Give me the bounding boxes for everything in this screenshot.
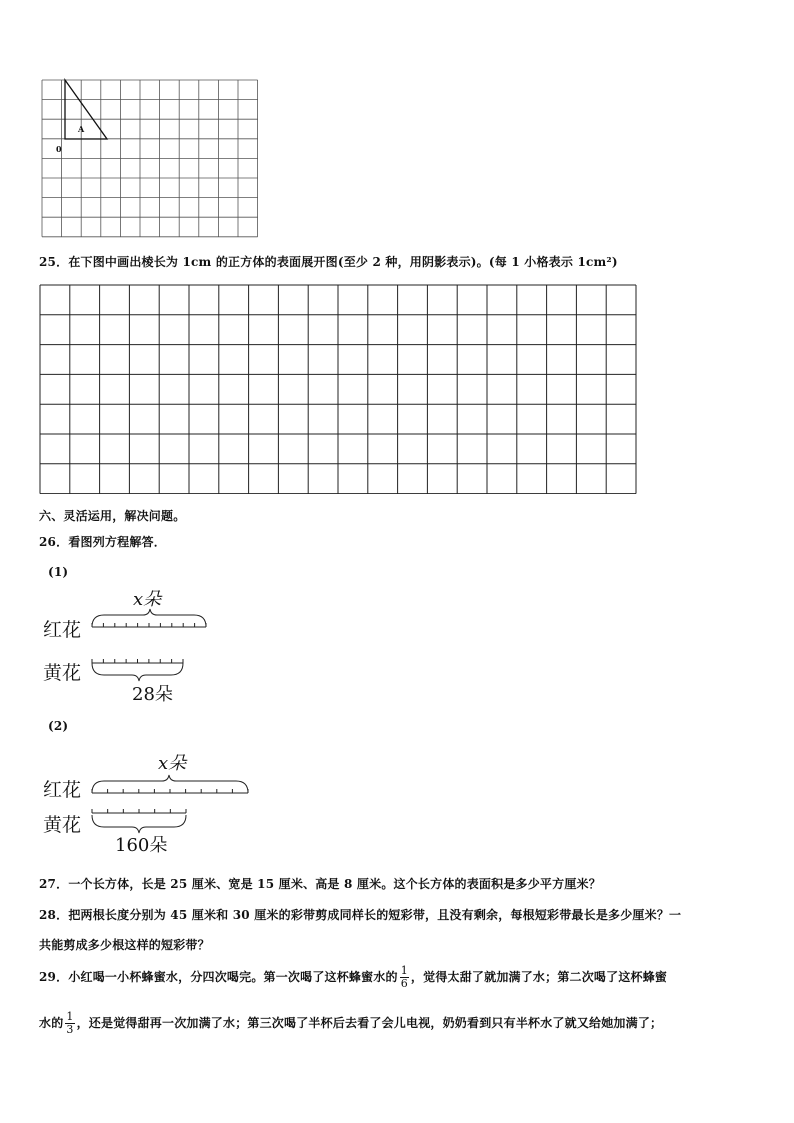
yellow-flower-brace — [92, 815, 186, 833]
red-flower-bar — [92, 789, 248, 793]
question-27 — [39, 875, 601, 892]
question-number: 28． — [39, 908, 69, 922]
question-28 — [39, 906, 681, 923]
question-number: 26． — [39, 535, 69, 549]
coordinate-grid-svg — [40, 78, 270, 238]
fraction-one-third: $\frac{1}{3}$ — [66, 1010, 74, 1036]
coordinate-grid — [40, 78, 270, 242]
red-flower-value: x朵 — [158, 753, 187, 774]
red-flower-value: x朵 — [133, 589, 162, 610]
question-number: 29． — [39, 970, 69, 984]
question-29: 29．小红喝一小杯蜂蜜水，分四次喝完。第一次喝了这杯蜂蜜水的 $\frac{1}{6}$ ，觉得太甜了就加满了水；第二次喝了这杯蜂蜜 — [39, 964, 668, 990]
diagram-2 — [40, 745, 260, 860]
red-flower-bar — [92, 623, 206, 627]
part-1-label: (1) — [48, 565, 69, 579]
section-title: 六、灵活运用，解决问题。 — [39, 509, 186, 523]
question-text: 看图列方程解答． — [68, 535, 166, 549]
yellow-flower-label: 黄花 — [43, 662, 82, 684]
question-29-line-2: 水的 $\frac{1}{3}$ ，还是觉得甜再一次加满了水；第三次喝了半杯后去看了会儿电视，奶奶看到只有半杯水了就又给她加满了； — [39, 1010, 663, 1036]
question-26 — [39, 533, 166, 550]
yellow-flower-value: 160朵 — [115, 835, 168, 856]
question-28-line-2: 共能剪成多少根这样的短彩带？ — [39, 938, 210, 952]
fraction-one-sixth: $\frac{1}{6}$ — [400, 964, 408, 990]
question-number: 27． — [39, 877, 69, 891]
part-2-label: (2) — [48, 719, 69, 733]
red-flower-label: 红花 — [43, 779, 82, 801]
net-drawing-grid-svg — [39, 284, 641, 494]
yellow-flower-bar — [92, 659, 183, 663]
question-number: 25． — [39, 255, 69, 269]
origin-label: 0 — [56, 144, 62, 154]
yellow-flower-value: 28朵 — [132, 684, 173, 705]
red-flower-label: 红花 — [43, 619, 82, 641]
triangle-label: A — [78, 124, 85, 134]
question-text-line-1: 把两根长度分别为 45 厘米和 30 厘米的彩带剪成同样长的短彩带，且没有剩余，每根短彩带最长是多少厘米？一 — [68, 908, 682, 922]
question-text: 一个长方体，长是 25 厘米、宽是 15 厘米、高是 8 厘米。这个长方体的表面积是多少平方厘米？ — [68, 877, 601, 891]
diagram-1-svg — [40, 585, 240, 705]
question-text: 在下图中画出棱长为 1cm 的正方体的表面展开图(至少 2 种，用阴影表示)。(每 1 小格表示 1cm²) — [68, 255, 618, 269]
yellow-flower-bar — [92, 809, 186, 813]
net-drawing-grid — [39, 284, 641, 498]
diagram-2-svg — [40, 745, 260, 860]
yellow-flower-brace — [92, 663, 183, 681]
diagram-1 — [40, 585, 240, 705]
yellow-flower-label: 黄花 — [43, 814, 82, 836]
question-25 — [39, 253, 618, 270]
